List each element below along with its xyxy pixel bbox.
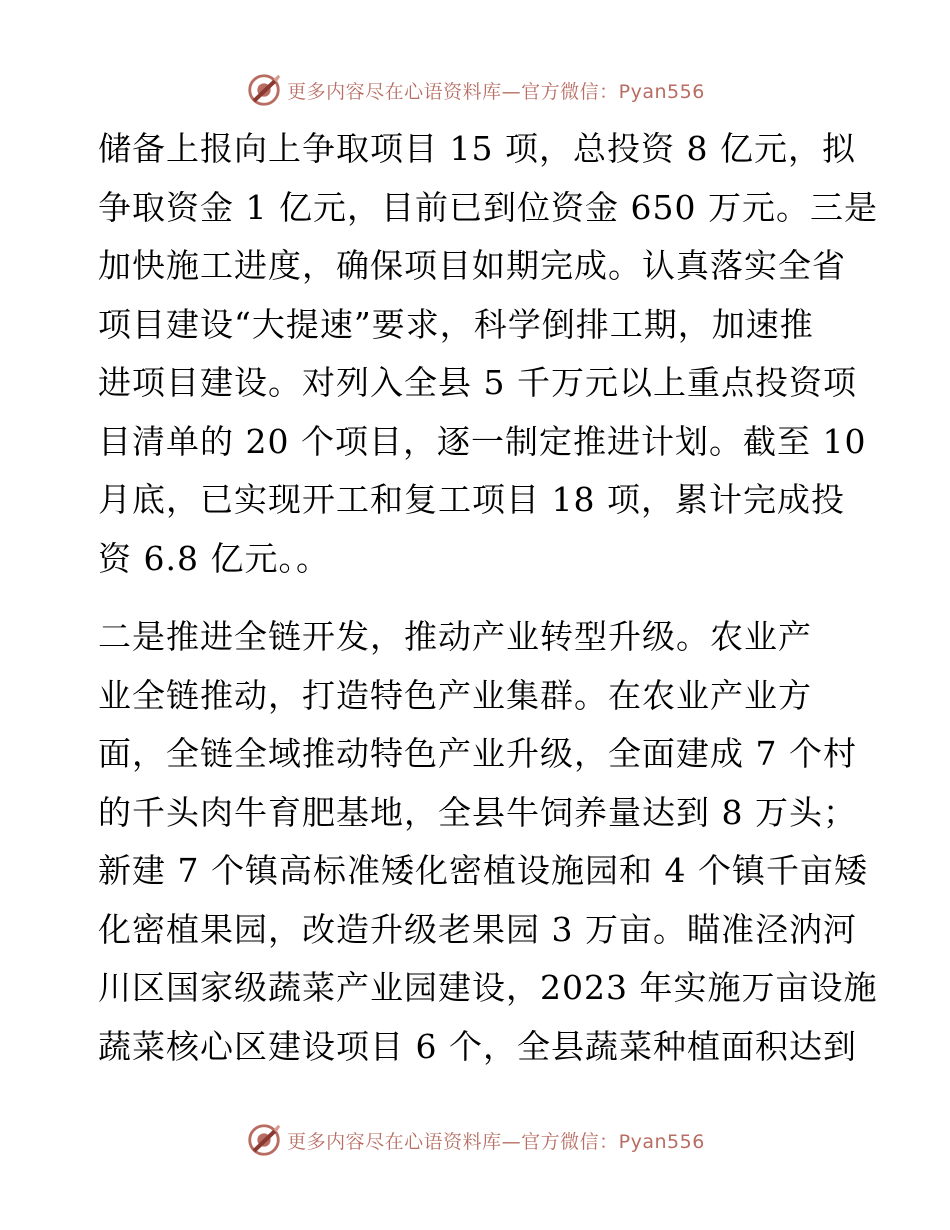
paragraph-1 bbox=[98, 120, 878, 588]
text-line: 进项目建设。对列入全县 5 千万元以上重点投资项 bbox=[98, 363, 857, 402]
brand-logo-icon bbox=[245, 1121, 283, 1159]
text-line: 争取资金 1 亿元，目前已到位资金 650 万元。三是 bbox=[98, 187, 878, 227]
text-line: 业全链推动，打造特色产业集群。在农业产业方 bbox=[98, 675, 812, 715]
footer-watermark bbox=[0, 1120, 950, 1160]
watermark-text: 更多内容尽在心语资料库—官方微信：Pyan556 bbox=[287, 1130, 705, 1153]
text-line: 二是推进全链开发，推动产业转型升级。农业产 bbox=[98, 617, 812, 656]
text-line: 月底，已实现开工和复工项目 18 项，累计完成投 bbox=[98, 480, 845, 519]
paragraph-gap bbox=[98, 588, 858, 608]
text-line: 资 6.8 亿元。。 bbox=[98, 538, 330, 578]
document-body bbox=[98, 120, 878, 1076]
text-line: 蔬菜核心区建设项目 6 个，全县蔬菜种植面积达到 bbox=[98, 1026, 857, 1066]
text-line: 化密植果园，改造升级老果园 3 万亩。瞄准泾汭河 bbox=[98, 909, 857, 949]
text-line: 川区国家级蔬菜产业园建设，2023 年实施万亩设施 bbox=[98, 968, 878, 1007]
paragraph-2 bbox=[98, 608, 878, 1076]
text-line: 新建 7 个镇高标准矮化密植设施园和 4 个镇千亩矮 bbox=[98, 851, 868, 890]
text-line: 项目建设“大提速”要求，科学倒排工期，加速推 bbox=[98, 304, 814, 344]
watermark-text: 更多内容尽在心语资料库—官方微信：Pyan556 bbox=[287, 80, 705, 103]
text-line: 面，全链全域推动特色产业升级，全面建成 7 个村 bbox=[98, 734, 857, 773]
brand-logo-icon bbox=[245, 71, 283, 109]
text-line: 加快施工进度，确保项目如期完成。认真落实全省 bbox=[98, 246, 846, 285]
text-line: 目清单的 20 个项目，逐一制定推进计划。截至 10 bbox=[98, 421, 867, 461]
text-line: 的千头肉牛育肥基地，全县牛饲养量达到 8 万头； bbox=[98, 792, 857, 832]
header-watermark bbox=[0, 70, 950, 110]
text-line: 储备上报向上争取项目 15 项，总投资 8 亿元，拟 bbox=[98, 129, 856, 168]
